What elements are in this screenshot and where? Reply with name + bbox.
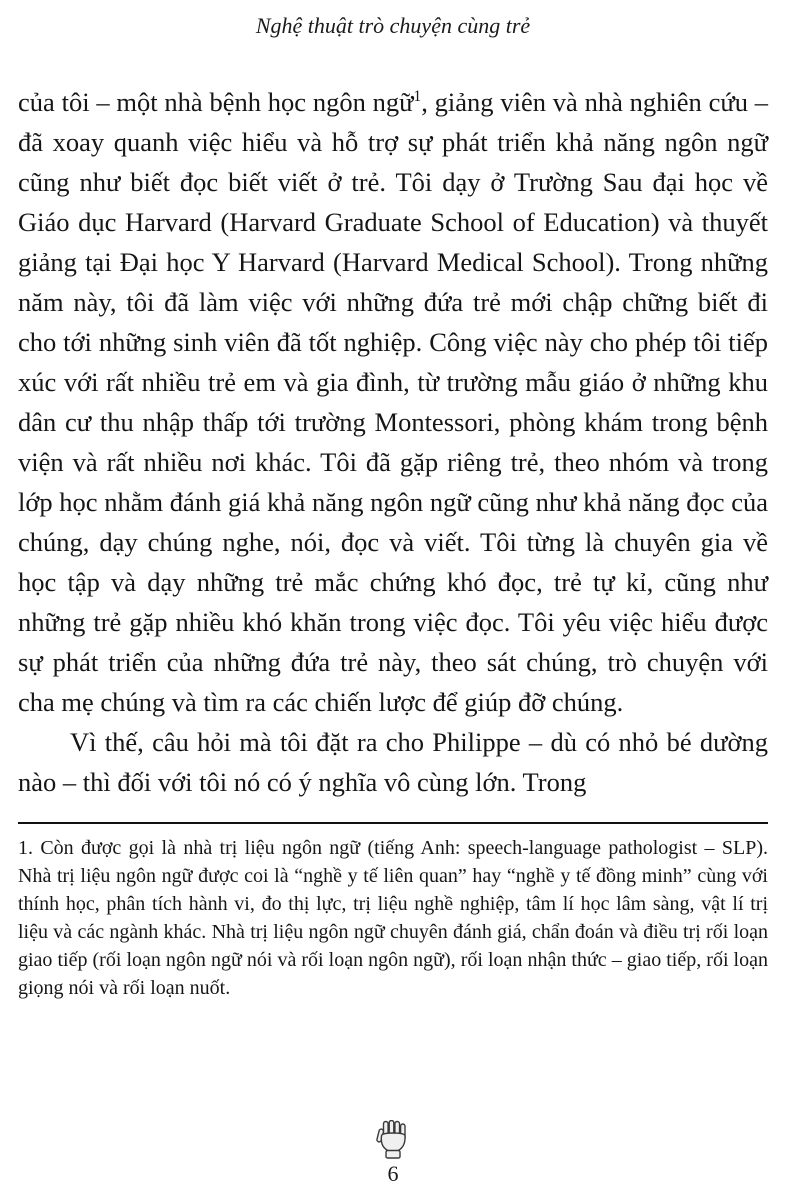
- page-number: 6: [387, 1161, 399, 1186]
- footnote-text: 1. Còn được gọi là nhà trị liệu ngôn ngữ (tiếng Anh: speech-language pathologist – SLP). Nhà trị liệu ngôn ngữ được coi là “nghề y tế liên quan” hay “nghề y tế đồng minh” cùng với thính học, phân tích hành vi, đo thị lực, trị liệu nghề nghiệp, tâm lí học lâm sàng, vật lí trị liệu và các ngành khác. Nhà trị liệu ngôn ngữ chuyên đánh giá, chẩn đoán và điều trị rối loạn giao tiếp (rối loạn ngôn ngữ nói và rối loạn ngôn ngữ), rối loạn nhận thức – giao tiếp, rối loạn giọng nói và rối loạn nuốt.: [18, 837, 768, 999]
- paragraph-1-text-after-footnote-marker: , giảng viên và nhà nghiên cứu – đã xoay quanh việc hiểu và hỗ trợ sự phát triển khả năng ngôn ngữ cũng như biết đọc biết viết ở trẻ. Tôi dạy ở Trường Sau đại học về Giáo dục Harvard (Harvard Graduate School of Education) và thuyết giảng tại Đại học Y Harvard (Harvard Medical School). Trong những năm này, tôi đã làm việc với những đứa trẻ mới chập chững biết đi cho tới những sinh viên đã tốt nghiệp. Công việc này cho phép tôi tiếp xúc với rất nhiều trẻ em và gia đình, từ trường mẫu giáo ở những khu dân cư thu nhập thấp tới trường Montessori, phòng khám trong bệnh viện và rất nhiều nơi khác. Tôi đã gặp riêng trẻ, theo nhóm và trong lớp học nhằm đánh giá khả năng ngôn ngữ cũng như khả năng đọc của chúng, dạy chúng nghe, nói, đọc và viết. Tôi từng là chuyên gia về học tập và dạy những trẻ mắc chứng khó đọc, trẻ tự kỉ, cũng như những trẻ gặp nhiều khó khăn trong việc đọc. Tôi yêu việc hiểu được sự phát triển của những đứa trẻ này, theo sát chúng, trò chuyện với cha mẹ chúng và tìm ra các chiến lược để giúp đỡ chúng.: [18, 87, 768, 717]
- hand-icon: [371, 1120, 415, 1160]
- footnote-divider: [18, 822, 768, 824]
- page-footer: [18, 1114, 768, 1200]
- paragraph-1-text-before-footnote-marker: của tôi – một nhà bệnh học ngôn ngữ: [18, 87, 414, 117]
- body-text: [18, 82, 768, 802]
- paragraph-2: Vì thế, câu hỏi mà tôi đặt ra cho Philippe – dù có nhỏ bé dường nào – thì đối với tôi nó có ý nghĩa vô cùng lớn. Trong: [18, 727, 768, 797]
- running-header: Nghệ thuật trò chuyện cùng trẻ: [255, 13, 531, 38]
- footnote-marker: 1: [413, 88, 422, 106]
- paragraph-1: [18, 82, 768, 722]
